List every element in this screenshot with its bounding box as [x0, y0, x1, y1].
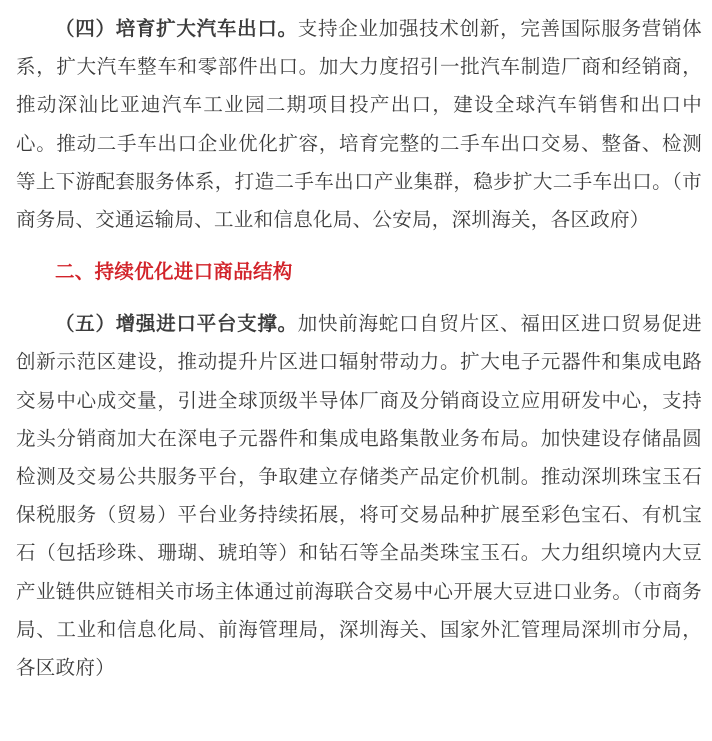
section-4-paragraph — [16, 10, 702, 239]
section-5-title: （五）增强进口平台支撑。 — [55, 312, 298, 336]
section-5-body: 加快前海蛇口自贸片区、福田区进口贸易促进创新示范区建设，推动提升片区进口辐射带动力。扩大电子元器件和集成电路交易中心成交量，引进全球顶级半导体厂商及分销商设立应用研发中心，支持龙头分销商加大在深电子元器件和集成电路集散业务布局。加快建设存储晶圆检测及交易公共服务平台，争取建立存储类产品定价机制。推动深圳珠宝玉石保税服务（贸易）平台业务持续拓展，将可交易品种扩展至彩色宝石、有机宝石（包括珍珠、珊瑚、琥珀等）和钻石等全品类珠宝玉石。大力组织境内大豆产业链供应链相关市场主体通过前海联合交易中心开展大豆进口业务。（市商务局、工业和信息化局、前海管理局，深圳海关、国家外汇管理局深圳市分局，各区政府） — [16, 312, 702, 680]
section-5-paragraph — [16, 305, 702, 687]
section-4-body: 支持企业加强技术创新，完善国际服务营销体系，扩大汽车整车和零部件出口。加大力度招引一批汽车制造厂商和经销商，推动深汕比亚迪汽车工业园二期项目投产出口，建设全球汽车销售和出口中心。推动二手车出口企业优化扩容，培育完整的二手车出口交易、整备、检测等上下游配套服务体系，打造二手车出口产业集群，稳步扩大二手车出口。（市商务局、交通运输局、工业和信息化局、公安局，深圳海关，各区政府） — [16, 17, 702, 232]
section-4-title: （四）培育扩大汽车出口。 — [55, 17, 298, 40]
section-heading-2: 二、持续优化进口商品结构 — [55, 260, 293, 284]
